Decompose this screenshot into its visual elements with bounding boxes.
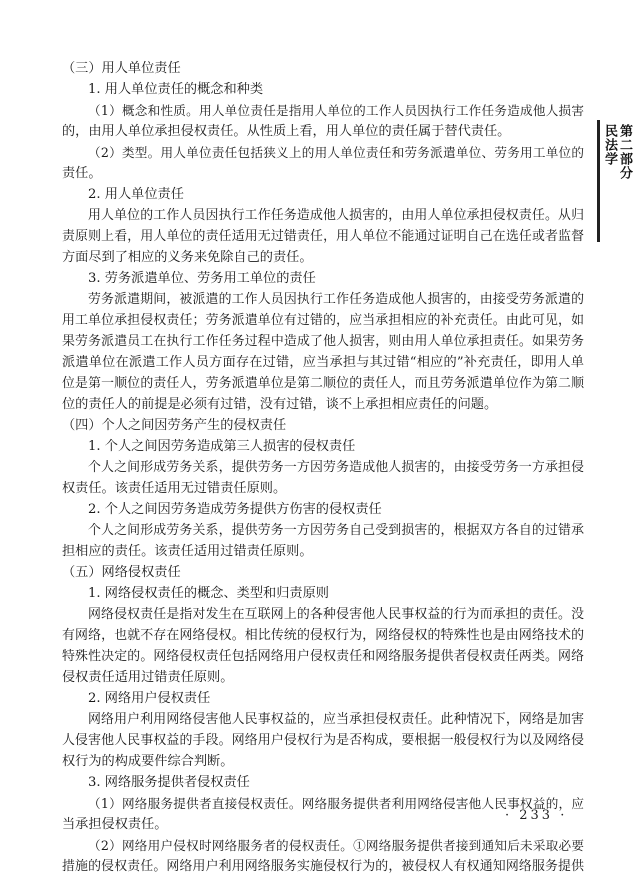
side-tab-text [602,124,632,180]
text-line: 侵权责任适用过错责任原则。 [62,670,234,685]
text-line: 个人之间形成劳务关系，提供劳务一方因劳务造成他人损害的，由接受劳务一方承担侵 [88,460,584,475]
text-line: 用工单位承担侵权责任；劳务派遣单位有过错的，应当承担相应的补充责任。由此可见，如 [62,313,584,328]
text-line: 人侵害他人民事权益的手段。网络用户侵权行为是否构成，要根据一般侵权行为以及网络侵 [62,733,584,748]
text-line: 果劳务派遣员工在执行工作任务过程中造成了他人损害，则由用人单位承担责任。如果劳务 [62,334,584,349]
section-side-tab [597,120,640,242]
text-line: 位的责任人的前提是必须有过错，没有过错，谈不上承担相应责任的问题。 [62,397,498,412]
text-line: 网络用户利用网络侵害他人民事权益的，应当承担侵权责任。此种情况下，网络是加害 [88,712,584,727]
text-line: 有网络，也就不存在网络侵权。相比传统的侵权行为，网络侵权的特殊性也是由网络技术的 [62,628,584,643]
text-line: （2）网络用户侵权时网络服务者的侵权责任。①网络服务提供者接到通知后未采取必要 [88,838,584,853]
text-line: 1. 个人之间因劳务造成第三人损害的侵权责任 [88,439,356,454]
page-number: · 233 · [505,808,568,823]
text-line: （1）网络服务提供者直接侵权责任。网络服务提供者利用网络侵害他人民事权益的，应 [88,796,584,811]
side-tab-part: 第二部分 [617,124,632,180]
text-line: 权责任。该责任适用无过错责任原则。 [62,481,287,496]
text-line: 担相应的责任。该责任适用过错责任原则。 [62,544,313,559]
text-line: 网络侵权责任是指对发生在互联网上的各种侵害他人民事权益的行为而承担的责任。没 [88,607,584,622]
text-line: （1）概念和性质。用人单位责任是指用人单位的工作人员因执行工作任务造成他人损害 [88,103,584,118]
text-line: 特殊性决定的。网络侵权责任包括网络用户侵权责任和网络服务提供者侵权责任两类。网络 [62,649,584,664]
text-line: 方面尽到了相应的义务来免除自己的责任。 [62,250,313,265]
text-line: 3. 劳务派遣单位、劳务用工单位的责任 [88,271,316,286]
text-line: 2. 个人之间因劳务造成劳务提供方伤害的侵权责任 [88,502,382,517]
text-line: 劳务派遣期间，被派遣的工作人员因执行工作任务造成他人损害的，由接受劳务派遣的 [88,292,584,307]
text-line: 当承担侵权责任。 [62,817,168,832]
text-line: 责原则上看，用人单位的责任适用无过错责任，用人单位不能通过证明自己在选任或者监督 [62,229,584,244]
text-line: 位是第一顺位的责任人，劳务派遣单位是第二顺位的责任人，而且劳务派遣单位作为第二顺 [62,376,584,391]
text-line: 权行为的构成要件综合判断。 [62,754,234,769]
side-tab-subject: 民法学 [602,124,617,166]
text-line: 2. 网络用户侵权责任 [88,691,211,706]
text-line: 用人单位的工作人员因执行工作任务造成他人损害的，由用人单位承担侵权责任。从归 [88,208,584,223]
text-line: （2）类型。用人单位责任包括狭义上的用人单位责任和劳务派遣单位、劳务用工单位的 [88,145,584,160]
text-line: 个人之间形成劳务关系，提供劳务一方因劳务自己受到损害的，根据双方各自的过错承 [88,523,584,538]
text-line: 措施的侵权责任。网络用户利用网络服务实施侵权行为的，被侵权人有权通知网络服务提供 [62,859,584,874]
text-line: 1. 网络侵权责任的概念、类型和归责原则 [88,586,329,601]
text-line: （三）用人单位责任 [62,61,181,76]
text-line: 1. 用人单位责任的概念和种类 [88,82,264,97]
text-line: 的，由用人单位承担侵权责任。从性质上看，用人单位的责任属于替代责任。 [62,124,511,139]
text-line: （四）个人之间因劳务产生的侵权责任 [62,418,287,433]
text-line: 责任。 [62,166,102,181]
text-line: 派遣单位在派遣工作人员方面存在过错，应当承担与其过错“相应的”补充责任，即用人单 [62,355,584,370]
text-line: 3. 网络服务提供者侵权责任 [88,775,250,790]
text-line: 2. 用人单位责任 [88,187,184,202]
text-line: （五）网络侵权责任 [62,565,181,580]
page-body [62,58,584,877]
